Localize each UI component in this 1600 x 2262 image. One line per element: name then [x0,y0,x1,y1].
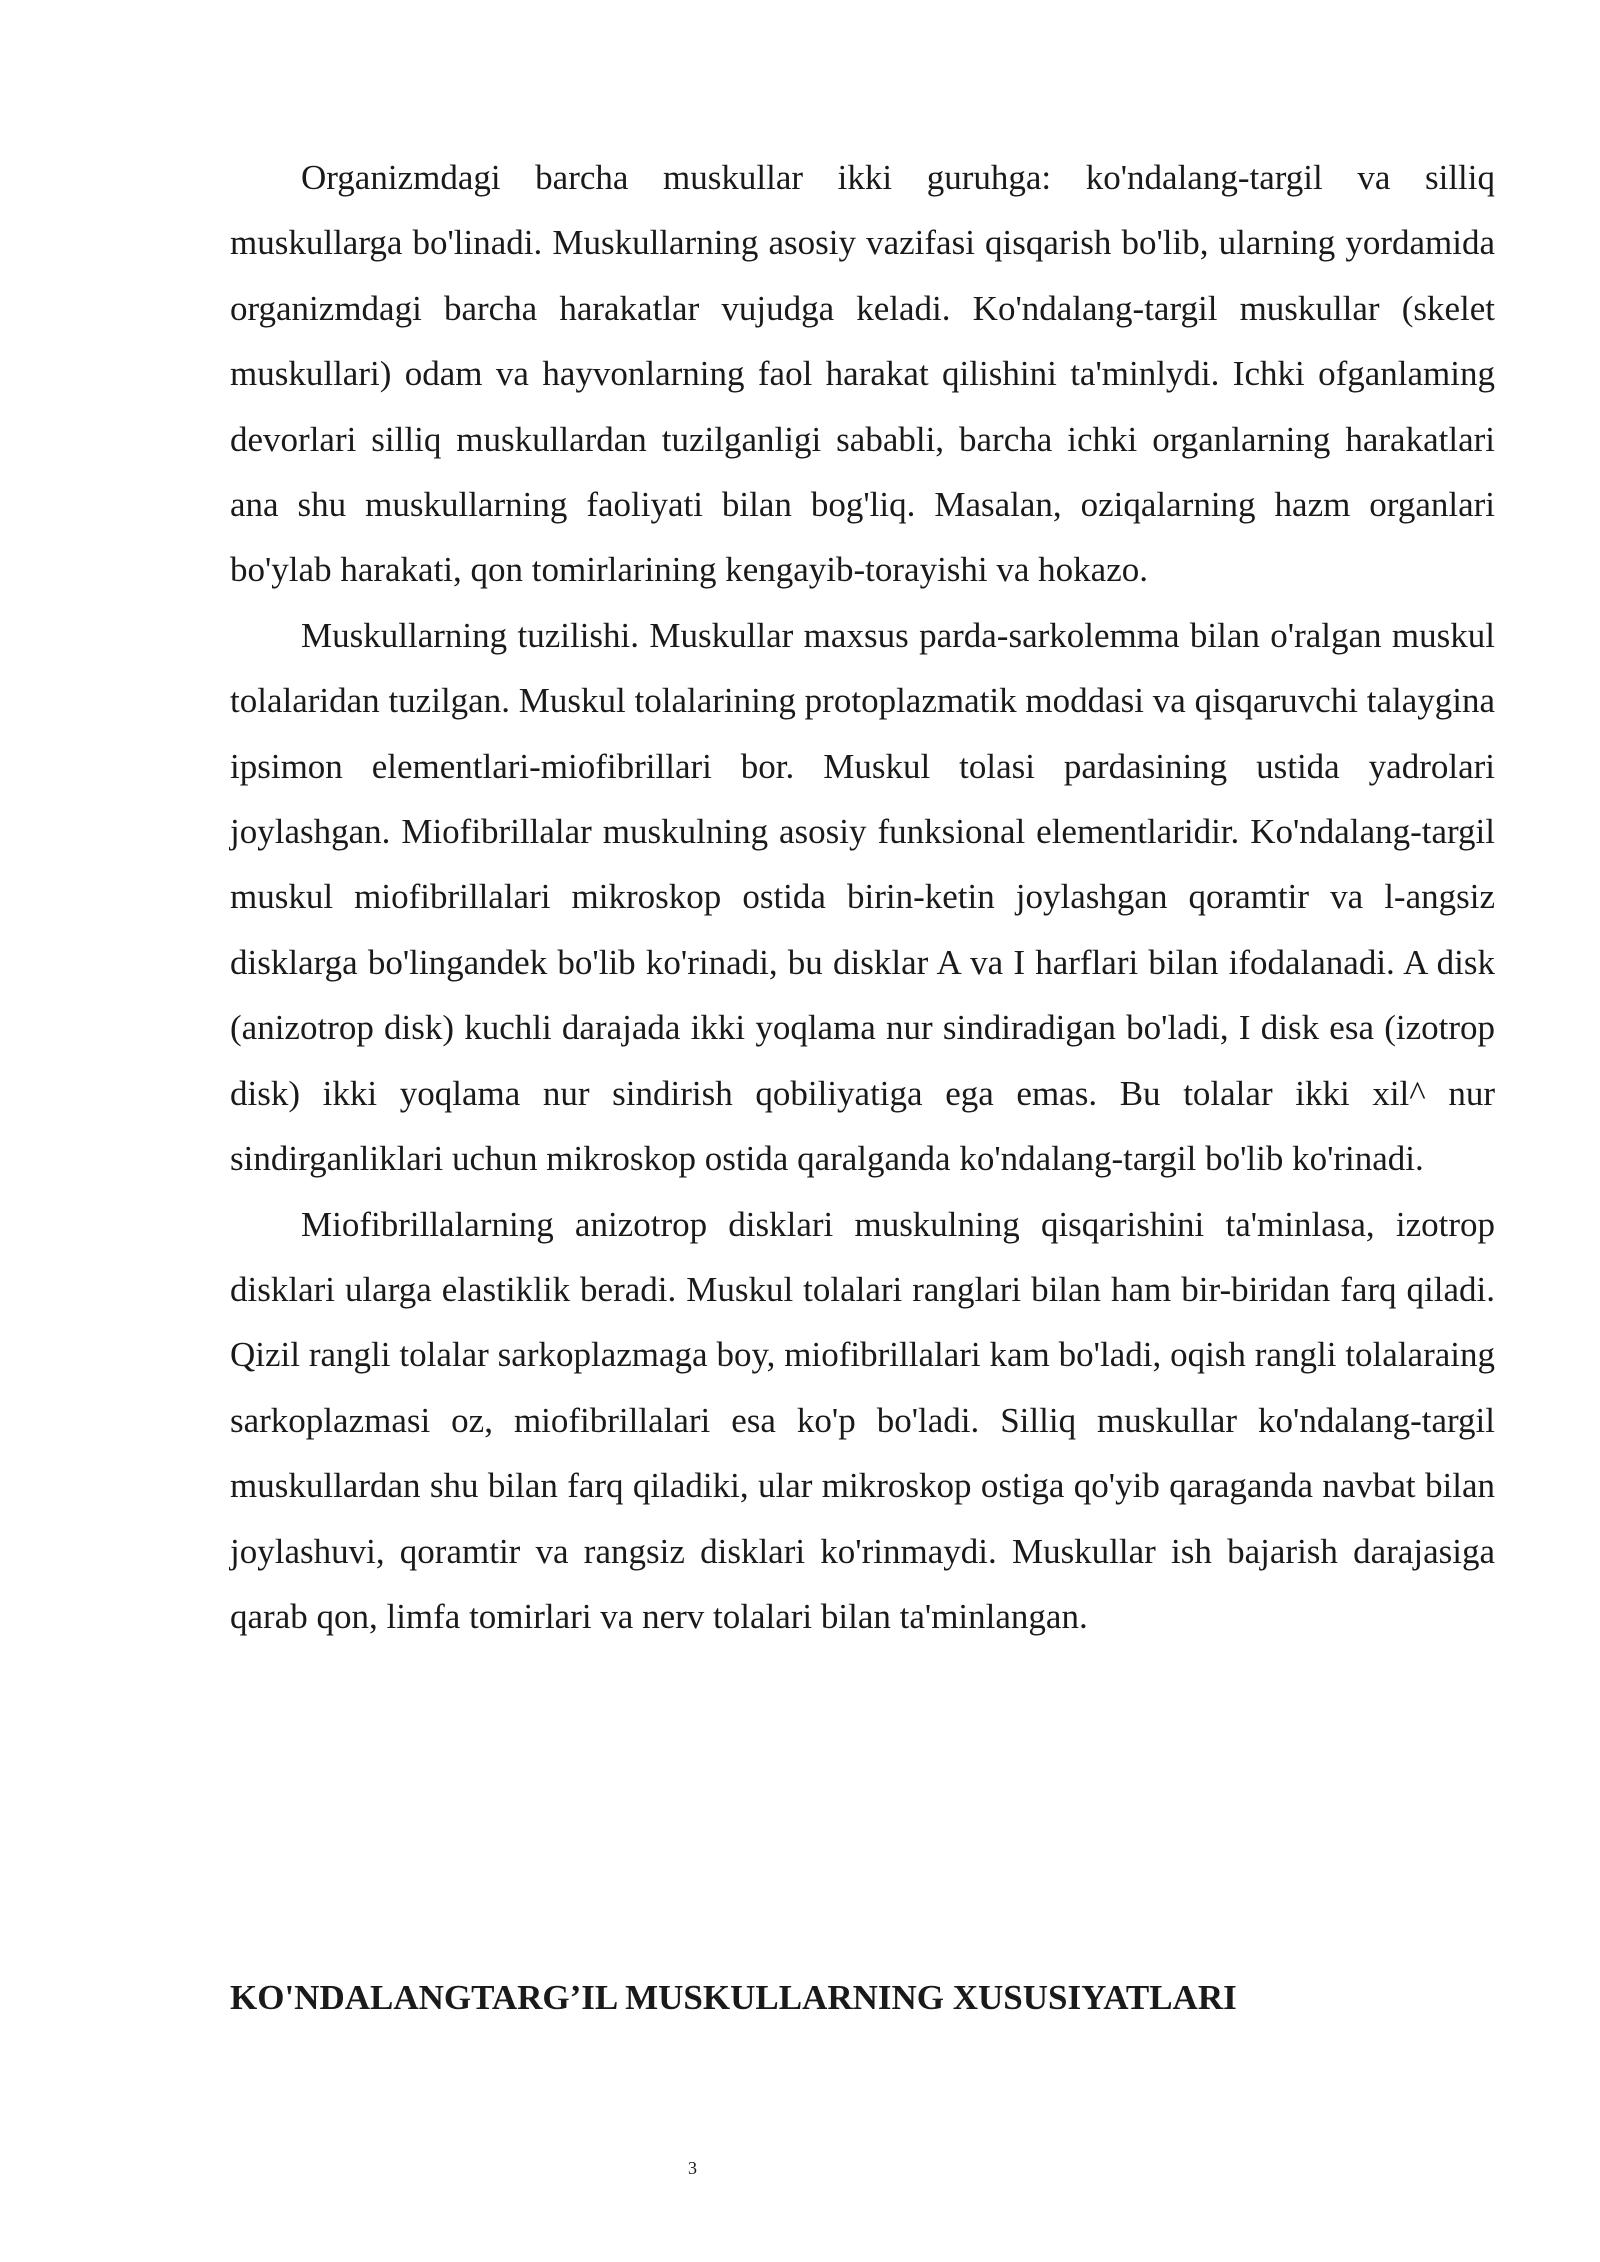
document-body [230,145,1495,1649]
page-number: 3 [688,2158,697,2178]
paragraph: Muskullarning tuzilishi. Muskullar maxsus parda-sarkolemma bilan o'ralgan muskul tolalaridan tuzilgan. Muskul tolalarining protoplazmatik moddasi va qisqaruvchi talaygina ipsimon elementlari-miofibrillari bor. Muskul tolasi pardasining ustida yadrolari joylashgan. Miofibrillalar muskulning asosiy funksional elementlaridir. Ko'ndalang-targil muskul miofibrillalari mikroskop ostida birin-ketin joylashgan qoramtir va l-angsiz disklarga bo'lingandek bo'lib ko'rinadi, bu disklar A va I harflari bilan ifodalanadi. A disk (anizotrop disk) kuchli darajada ikki yoqlama nur sindiradigan bo'ladi, I disk esa (izotrop disk) ikki yoqlama nur sindirish qobiliyatiga ega emas. Bu tolalar ikki xil^ nur sindirganliklari uchun mikroskop ostida qaralganda ko'ndalang-targil bo'lib ko'rinadi. [230,615,1495,1179]
paragraph: Miofibrillalarning anizotrop disklari muskulning qisqarishini ta'minlasa, izotrop disklari ularga elastiklik beradi. Muskul tolalari ranglari bilan ham bir-biridan farq qiladi. Qizil rangli tolalar sarkoplazmaga boy, miofibrillalari kam bo'ladi, oqish rangli tolalaraing sarkoplazmasi oz, miofibrillalari esa ko'p bo'ladi. Silliq muskullar ko'ndalang-targil muskullardan shu bilan farq qiladiki, ular mikroskop ostiga qo'yib qaraganda navbat bilan joylashuvi, qoramtir va rangsiz disklari ko'rinmaydi. Muskullar ish bajarish darajasiga qarab qon, limfa tomirlari va nerv tolalari bilan ta'minlangan. [230,1204,1495,1636]
paragraph: Organizmdagi barcha muskullar ikki guruhga: ko'ndalang-targil va silliq muskullarga bo'linadi. Muskullarning asosiy vazifasi qisqarish bo'lib, ularning yordamida organizmdagi barcha harakatlar vujudga keladi. Ko'ndalang-targil muskullar (skelet muskullari) odam va hayvonlarning faol harakat qilishini ta'minlydi. Ichki ofganlaming devorlari silliq muskullardan tuzilganligi sababli, barcha ichki organlarning harakatlari ana shu muskullarning faoliyati bilan bog'liq. Masalan, oziqalarning hazm organlari bo'ylab harakati, qon tomirlarining kengayib-torayishi va hokazo. [230,158,1495,590]
section-heading: KO'NDALANGTARG’IL MUSKULLARNING XUSUSIYATLARI [230,1978,1237,2017]
